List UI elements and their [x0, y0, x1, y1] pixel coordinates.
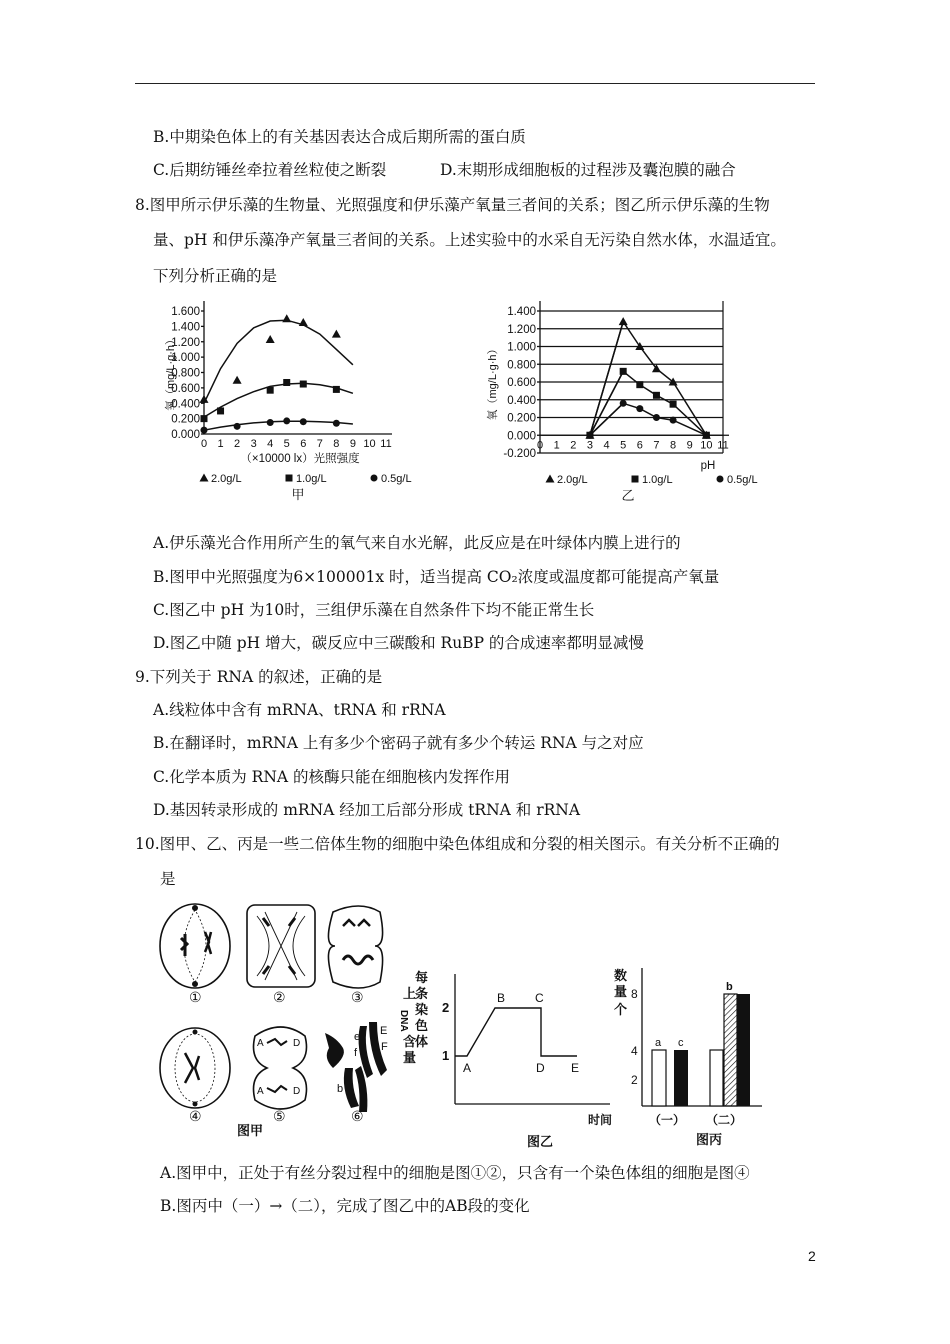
cell-2-drawing — [247, 905, 315, 987]
jia-series-1-point-5 — [333, 386, 340, 393]
q8-option-a: A.伊乐藻光合作用所产生的氧气来自水光解，此反应是在叶绿体内膜上进行的 — [153, 534, 681, 552]
q7-option-d: D.末期形成细胞板的过程涉及囊泡膜的融合 — [440, 161, 736, 179]
bar-group1-a — [652, 1050, 666, 1106]
yi-xtick-label-10: 10 — [700, 439, 713, 452]
jia-series-2-point-5 — [333, 420, 340, 427]
yi-ylabel: 氧（mg/L·g·h） — [487, 343, 499, 421]
chart-yi-plot — [485, 301, 758, 503]
jia-xtick-label-8: 8 — [333, 438, 340, 450]
figure-yi-ylabel — [398, 970, 428, 1065]
cell-label-6: ⑥ — [351, 1108, 364, 1124]
jia-series-1-point-0 — [201, 415, 208, 422]
jia-legend-text-0: 2.0g/L — [211, 473, 242, 485]
bar-group2-black — [737, 994, 750, 1106]
cell-1-drawing — [160, 904, 230, 988]
jia-series-1-point-4 — [300, 381, 307, 388]
jia-series-0-point-1 — [233, 376, 242, 384]
jia-ytick-label-1: 0.200 — [171, 413, 200, 426]
yi-title: 乙 — [621, 488, 635, 503]
yi-legend-text-2: 0.5g/L — [727, 474, 758, 486]
q7-option-b: B.中期染色体上的有关基因表达合成后期所需的蛋白质 — [153, 128, 526, 146]
figure-yi-line — [455, 1008, 577, 1056]
q8-option-d: D.图乙中随 pH 增大，碳反应中三碳酸和 RuBP 的合成速率都明显减慢 — [153, 634, 644, 652]
cell-5-drawing — [254, 1027, 307, 1109]
svg-text:A: A — [257, 1086, 264, 1097]
jia-series-1-curve — [204, 383, 353, 417]
jia-series-2-point-3 — [283, 417, 290, 424]
jia-series-1-point-3 — [283, 379, 290, 386]
yi-series-2-point-3 — [653, 414, 660, 421]
yi-ytick-label-1: 0.000 — [507, 430, 536, 443]
yi-series-2-point-1 — [620, 400, 627, 407]
svg-text:条: 条 — [415, 986, 429, 1001]
yi-xtick-label-9: 9 — [686, 439, 693, 452]
q8-stem-line1: 8.图甲所示伊乐藻的生物量、光照强度和伊乐藻产氧量三者间的关系；图乙所示伊乐藻的生物 — [135, 196, 770, 214]
q10-stem-line2: 是 — [160, 870, 176, 888]
chart-jia — [160, 295, 450, 505]
jia-xtick-label-4: 4 — [267, 438, 274, 450]
cell-label-3: ③ — [351, 989, 364, 1005]
svg-text:上: 上 — [403, 986, 417, 1001]
q9-stem: 9.下列关于 RNA 的叙述，正确的是 — [135, 668, 383, 686]
yi-series-2-point-4 — [670, 417, 677, 424]
jia-series-1-point-1 — [217, 407, 224, 414]
svg-text:D: D — [293, 1038, 301, 1049]
yi-ytick-label-4: 0.600 — [507, 377, 536, 389]
yi-xtick-label-4: 4 — [603, 439, 610, 452]
jia-xtick-label-1: 1 — [217, 438, 224, 450]
q10-option-a: A.图甲中，正处于有丝分裂过程中的细胞是图①②，只含有一个染色体组的细胞是图④ — [160, 1164, 750, 1182]
yi-ytick-label-0: -0.200 — [503, 448, 536, 460]
bar-group1-c — [674, 1050, 688, 1106]
figure-yi-chart — [398, 968, 620, 1149]
jia-series-2-point-0 — [201, 427, 208, 434]
yi-series-0-rise — [590, 322, 623, 436]
point-d: D — [536, 1061, 545, 1075]
yi-ytick-label-6: 1.000 — [507, 341, 536, 354]
yi-ytick-label-7: 1.200 — [507, 323, 536, 336]
cell-3-drawing — [328, 906, 382, 988]
yi-legend-marker-2 — [717, 476, 724, 483]
svg-text:2: 2 — [442, 1000, 450, 1015]
yi-series-1-point-4 — [670, 401, 677, 408]
svg-text:含: 含 — [403, 1034, 417, 1049]
jia-xtick-label-10: 10 — [363, 438, 376, 450]
cell-label-2: ② — [273, 989, 286, 1005]
page-number: 2 — [808, 1248, 816, 1264]
cell-4-drawing — [160, 1028, 230, 1108]
yi-ytick-label-2: 0.200 — [507, 412, 536, 425]
jia-xtick-label-2: 2 — [234, 438, 241, 450]
jia-xtick-label-11: 11 — [380, 438, 392, 450]
jia-legend-marker-0 — [200, 474, 209, 482]
bar-label-a: a — [655, 1037, 662, 1049]
jia-xtick-label-6: 6 — [300, 438, 307, 450]
point-e: E — [571, 1061, 580, 1075]
figure-jia-cells — [155, 898, 400, 1140]
jia-series-0-point-3 — [282, 314, 291, 322]
yi-legend-marker-0 — [546, 475, 555, 483]
jia-title: 甲 — [291, 487, 305, 502]
cell-label-1: ① — [189, 989, 202, 1005]
q8-option-b: B.图甲中光照强度为6×100001x 时，适当提高 CO₂浓度或温度都可能提高产氧量 — [153, 568, 720, 586]
figure-bing-ylabel-1: 数 — [614, 968, 628, 983]
figure-jia-label: 图甲 — [237, 1123, 264, 1138]
yi-xlabel: pH — [700, 460, 716, 472]
yi-xtick-label-11: 11 — [717, 439, 729, 452]
yi-xtick-label-2: 2 — [570, 439, 577, 452]
point-a: A — [463, 1061, 472, 1075]
yi-series-2-point-2 — [636, 405, 643, 412]
yi-ytick-label-5: 0.800 — [507, 359, 536, 372]
svg-text:4: 4 — [631, 1044, 638, 1058]
yi-legend-marker-1 — [632, 476, 639, 483]
yi-xtick-label-3: 3 — [586, 439, 593, 452]
svg-text:F: F — [381, 1041, 388, 1053]
figure-bing-chart — [612, 964, 772, 1148]
group-label-1: （一） — [649, 1113, 686, 1127]
svg-text:D: D — [293, 1086, 301, 1097]
cell-6-drawing — [325, 1022, 388, 1112]
q8-stem-line2: 量、pH 和伊乐藻净产氧量三者间的关系。上述实验中的水采自无污染自然水体，水温适宜。 — [153, 231, 786, 249]
yi-series-1-point-3 — [653, 392, 660, 399]
yi-ytick-label-3: 0.400 — [507, 394, 536, 407]
svg-text:1: 1 — [442, 1048, 450, 1063]
svg-text:E: E — [380, 1025, 388, 1037]
yi-series-0-point-1 — [619, 317, 628, 325]
cell-label-4: ④ — [189, 1108, 202, 1124]
jia-ytick-label-6: 1.200 — [171, 336, 200, 349]
svg-text:2: 2 — [631, 1073, 638, 1087]
figure-bing-ylabel-2: 量 — [614, 984, 628, 999]
yi-ytick-label-8: 1.400 — [507, 306, 536, 318]
bar-group2-white — [710, 1050, 723, 1106]
bar-label-b: b — [726, 981, 733, 993]
jia-ytick-label-0: 0.000 — [171, 429, 200, 441]
svg-text:染: 染 — [415, 1002, 429, 1017]
jia-series-0-curve — [204, 320, 353, 403]
jia-xtick-label-5: 5 — [283, 438, 290, 450]
bar-label-c: c — [678, 1037, 684, 1049]
jia-ytick-label-3: 0.600 — [171, 382, 200, 395]
figure-bing-ylabel-3: 个 — [614, 1002, 628, 1017]
yi-series-2-point-5 — [703, 432, 710, 439]
jia-ylabel: 氧（mg/L·g·h） — [165, 333, 177, 412]
svg-text:f: f — [354, 1047, 358, 1059]
jia-xtick-label-9: 9 — [349, 438, 356, 450]
jia-xtick-label-3: 3 — [250, 438, 257, 450]
figure-yi-xlabel: 时间 — [588, 1113, 613, 1127]
jia-legend-marker-2 — [371, 475, 378, 482]
jia-series-0-point-2 — [266, 335, 275, 343]
yi-legend-text-1: 1.0g/L — [642, 474, 673, 486]
yi-xtick-label-8: 8 — [670, 439, 677, 452]
yi-series-2-point-0 — [586, 432, 593, 439]
jia-xtick-label-7: 7 — [316, 438, 323, 450]
svg-text:b: b — [337, 1083, 344, 1095]
chart-jia-plot — [163, 301, 412, 502]
group-label-2: （二） — [706, 1113, 743, 1127]
jia-series-2-point-1 — [234, 423, 241, 430]
figure-bing-label: 图丙 — [696, 1132, 723, 1147]
svg-text:每: 每 — [415, 970, 429, 985]
jia-xtick-label-0: 0 — [200, 438, 208, 450]
jia-legend-text-1: 1.0g/L — [296, 473, 327, 485]
yi-xtick-label-1: 1 — [553, 439, 560, 452]
jia-series-2-point-2 — [267, 419, 274, 426]
jia-legend-text-2: 0.5g/L — [381, 473, 412, 485]
jia-xlabel: （×10000 lx）光照强度 — [240, 453, 360, 465]
svg-text:色: 色 — [415, 1018, 429, 1033]
point-b: B — [497, 991, 506, 1005]
q9-option-c: C.化学本质为 RNA 的核酶只能在细胞核内发挥作用 — [153, 768, 511, 786]
jia-series-0-point-5 — [332, 330, 341, 338]
q9-option-d: D.基因转录形成的 mRNA 经加工后部分形成 tRNA 和 rRNA — [153, 801, 581, 819]
q9-option-b: B.在翻译时，mRNA 上有多少个密码子就有多少个转运 RNA 与之对应 — [153, 734, 644, 752]
yi-xtick-label-0: 0 — [536, 439, 544, 452]
q9-option-a: A.线粒体中含有 mRNA、tRNA 和 rRNA — [153, 701, 446, 719]
yi-legend-text-0: 2.0g/L — [557, 474, 588, 486]
jia-series-2-curve — [204, 421, 353, 430]
q7-option-c: C.后期纺锤丝牵拉着丝粒使之断裂 — [153, 161, 387, 179]
jia-ytick-label-7: 1.400 — [171, 321, 200, 334]
yi-xtick-label-7: 7 — [653, 439, 660, 452]
svg-text:DNA: DNA — [398, 1010, 409, 1032]
q8-option-c: C.图乙中 pH 为10时，三组伊乐藻在自然条件下均不能正常生长 — [153, 601, 595, 619]
header-rule — [135, 83, 815, 84]
yi-xtick-label-5: 5 — [620, 439, 627, 452]
svg-text:A: A — [257, 1038, 264, 1049]
cell-label-5: ⑤ — [273, 1108, 286, 1124]
jia-series-1-point-2 — [267, 387, 274, 394]
yi-series-1-point-2 — [636, 381, 643, 388]
svg-text:8: 8 — [631, 987, 638, 1001]
jia-ytick-label-5: 1.000 — [171, 352, 200, 365]
jia-series-2-point-4 — [300, 418, 307, 425]
yi-series-1-line — [590, 371, 707, 435]
jia-ytick-label-8: 1.600 — [171, 306, 200, 318]
q8-stem-line3: 下列分析正确的是 — [153, 267, 278, 285]
jia-legend-marker-1 — [286, 475, 293, 482]
point-c: C — [535, 991, 544, 1005]
jia-ytick-label-2: 0.400 — [171, 398, 200, 411]
svg-text:量: 量 — [403, 1050, 417, 1065]
jia-ytick-label-4: 0.800 — [171, 367, 200, 380]
yi-series-1-point-1 — [620, 368, 627, 375]
bar-group2-b — [724, 994, 737, 1106]
chart-yi — [478, 295, 758, 505]
svg-text:体: 体 — [415, 1034, 429, 1049]
figure-yi-label: 图乙 — [527, 1134, 554, 1149]
yi-xtick-label-6: 6 — [636, 439, 643, 452]
svg-text:e: e — [354, 1031, 361, 1043]
q10-stem-line1: 10.图甲、乙、丙是一些二倍体生物的细胞中染色体组成和分裂的相关图示。有关分析不正确的 — [135, 835, 780, 853]
jia-series-0-point-4 — [299, 318, 308, 326]
q10-option-b: B.图丙中（一）→（二），完成了图乙中的AB段的变化 — [160, 1197, 530, 1215]
